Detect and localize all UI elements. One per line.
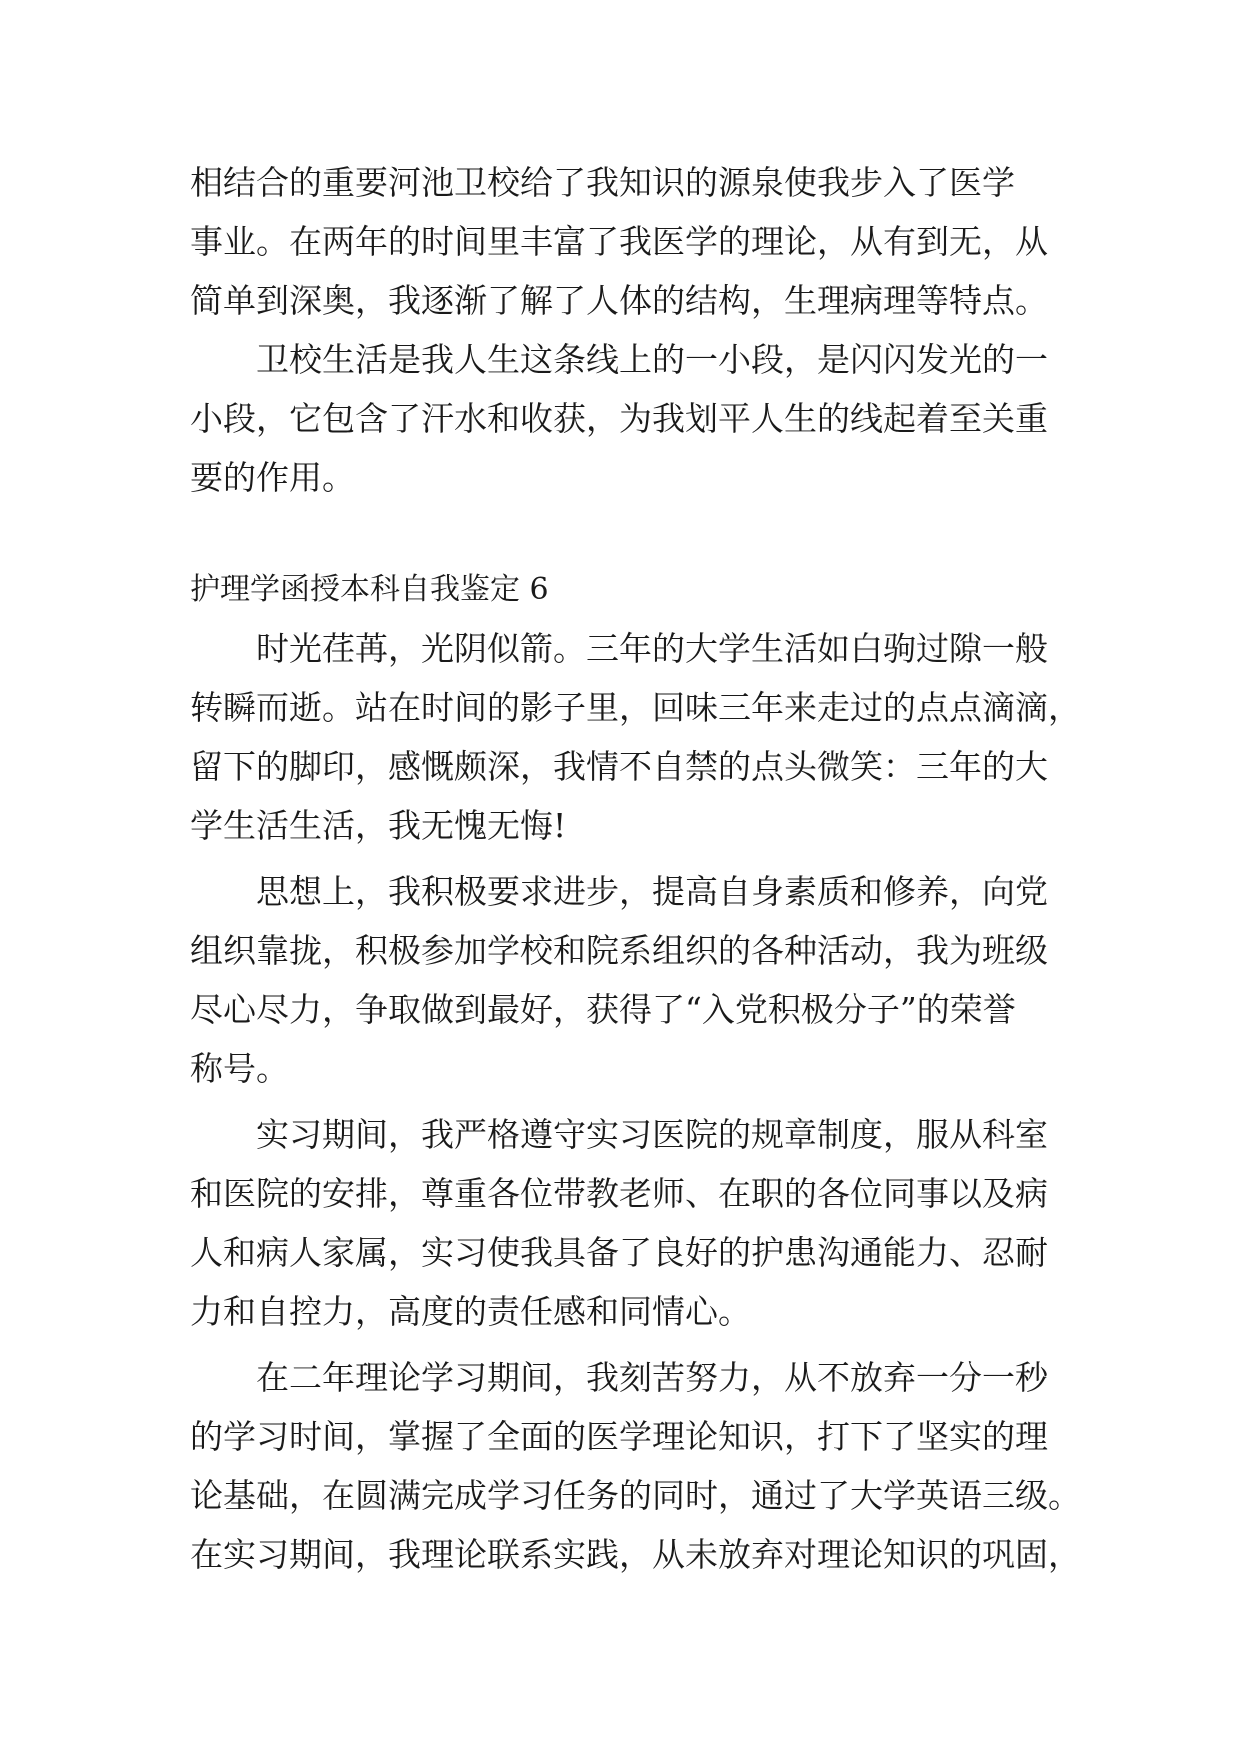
text-line-content: 简单到深奥，我逐渐了解了人体的结构，生理病理等特点。 <box>190 281 1048 320</box>
text-line-content: 小段，它包含了汗水和收获，为我划平人生的线起着至关重 <box>190 399 1048 438</box>
text-line-content: 留下的脚印，感慨颇深，我情不自禁的点头微笑：三年的大 <box>190 747 1048 786</box>
text-line <box>0 980 1241 1040</box>
text-line-content: 和医院的安排，尊重各位带教老师、在职的各位同事以及病 <box>190 1174 1048 1213</box>
text-line <box>0 1348 1241 1408</box>
text-line-content: 要的作用。 <box>190 458 355 497</box>
text-line-content: 事业。在两年的时间里丰富了我医学的理论，从有到无，从 <box>190 222 1048 261</box>
text-line-content: 思想上，我积极要求进步，提高自身素质和修养，向党 <box>256 872 1048 911</box>
text-line-content: 转瞬而逝。站在时间的影子里，回味三年来走过的点点滴滴， <box>190 688 1081 727</box>
text-line-content: 相结合的重要河池卫校给了我知识的源泉使我步入了医学 <box>190 163 1015 202</box>
text-line <box>0 921 1241 981</box>
text-line-content: 卫校生活是我人生这条线上的一小段，是闪闪发光的一 <box>256 340 1048 379</box>
text-line <box>0 737 1241 797</box>
text-line <box>0 678 1241 738</box>
text-line <box>0 796 1241 856</box>
text-line-content: 时光荏苒，光阴似箭。三年的大学生活如白驹过隙一般 <box>256 629 1048 668</box>
text-line-content: 组织靠拢，积极参加学校和院系组织的各种活动，我为班级 <box>190 931 1048 970</box>
text-line-content: 学生活生活，我无愧无悔! <box>190 806 567 845</box>
text-line <box>0 1282 1241 1342</box>
text-line <box>0 862 1241 922</box>
text-line-content: 人和病人家属，实习使我具备了良好的护患沟通能力、忍耐 <box>190 1233 1048 1272</box>
text-line-content: 的学习时间，掌握了全面的医学理论知识，打下了坚实的理 <box>190 1417 1048 1456</box>
text-line <box>0 1223 1241 1283</box>
text-line <box>0 330 1241 390</box>
text-line <box>0 448 1241 508</box>
text-line-content: 论基础，在圆满完成学习任务的同时，通过了大学英语三级。 <box>190 1476 1081 1515</box>
text-line <box>0 1466 1241 1526</box>
text-line <box>0 1105 1241 1165</box>
text-line-content: 在二年理论学习期间，我刻苦努力，从不放弃一分一秒 <box>256 1358 1048 1397</box>
text-line <box>0 153 1241 213</box>
text-line-content: 尽心尽力，争取做到最好，获得了“入党积极分子”的荣誉 <box>190 990 1016 1029</box>
text-line <box>0 1039 1241 1099</box>
text-line-content: 称号。 <box>190 1049 289 1088</box>
text-line-content: 在实习期间，我理论联系实践，从未放弃对理论知识的巩固， <box>190 1535 1081 1574</box>
text-line <box>0 1407 1241 1467</box>
text-line <box>0 212 1241 272</box>
text-line <box>0 619 1241 679</box>
section-heading <box>0 560 1241 620</box>
text-line <box>0 1164 1241 1224</box>
text-line-content: 力和自控力，高度的责任感和同情心。 <box>190 1292 751 1331</box>
text-line-content: 实习期间，我严格遵守实习医院的规章制度，服从科室 <box>256 1115 1048 1154</box>
text-line <box>0 271 1241 331</box>
section-heading-text: 护理学函授本科自我鉴定 6 <box>190 572 549 607</box>
text-line <box>0 389 1241 449</box>
text-line <box>0 1525 1241 1585</box>
